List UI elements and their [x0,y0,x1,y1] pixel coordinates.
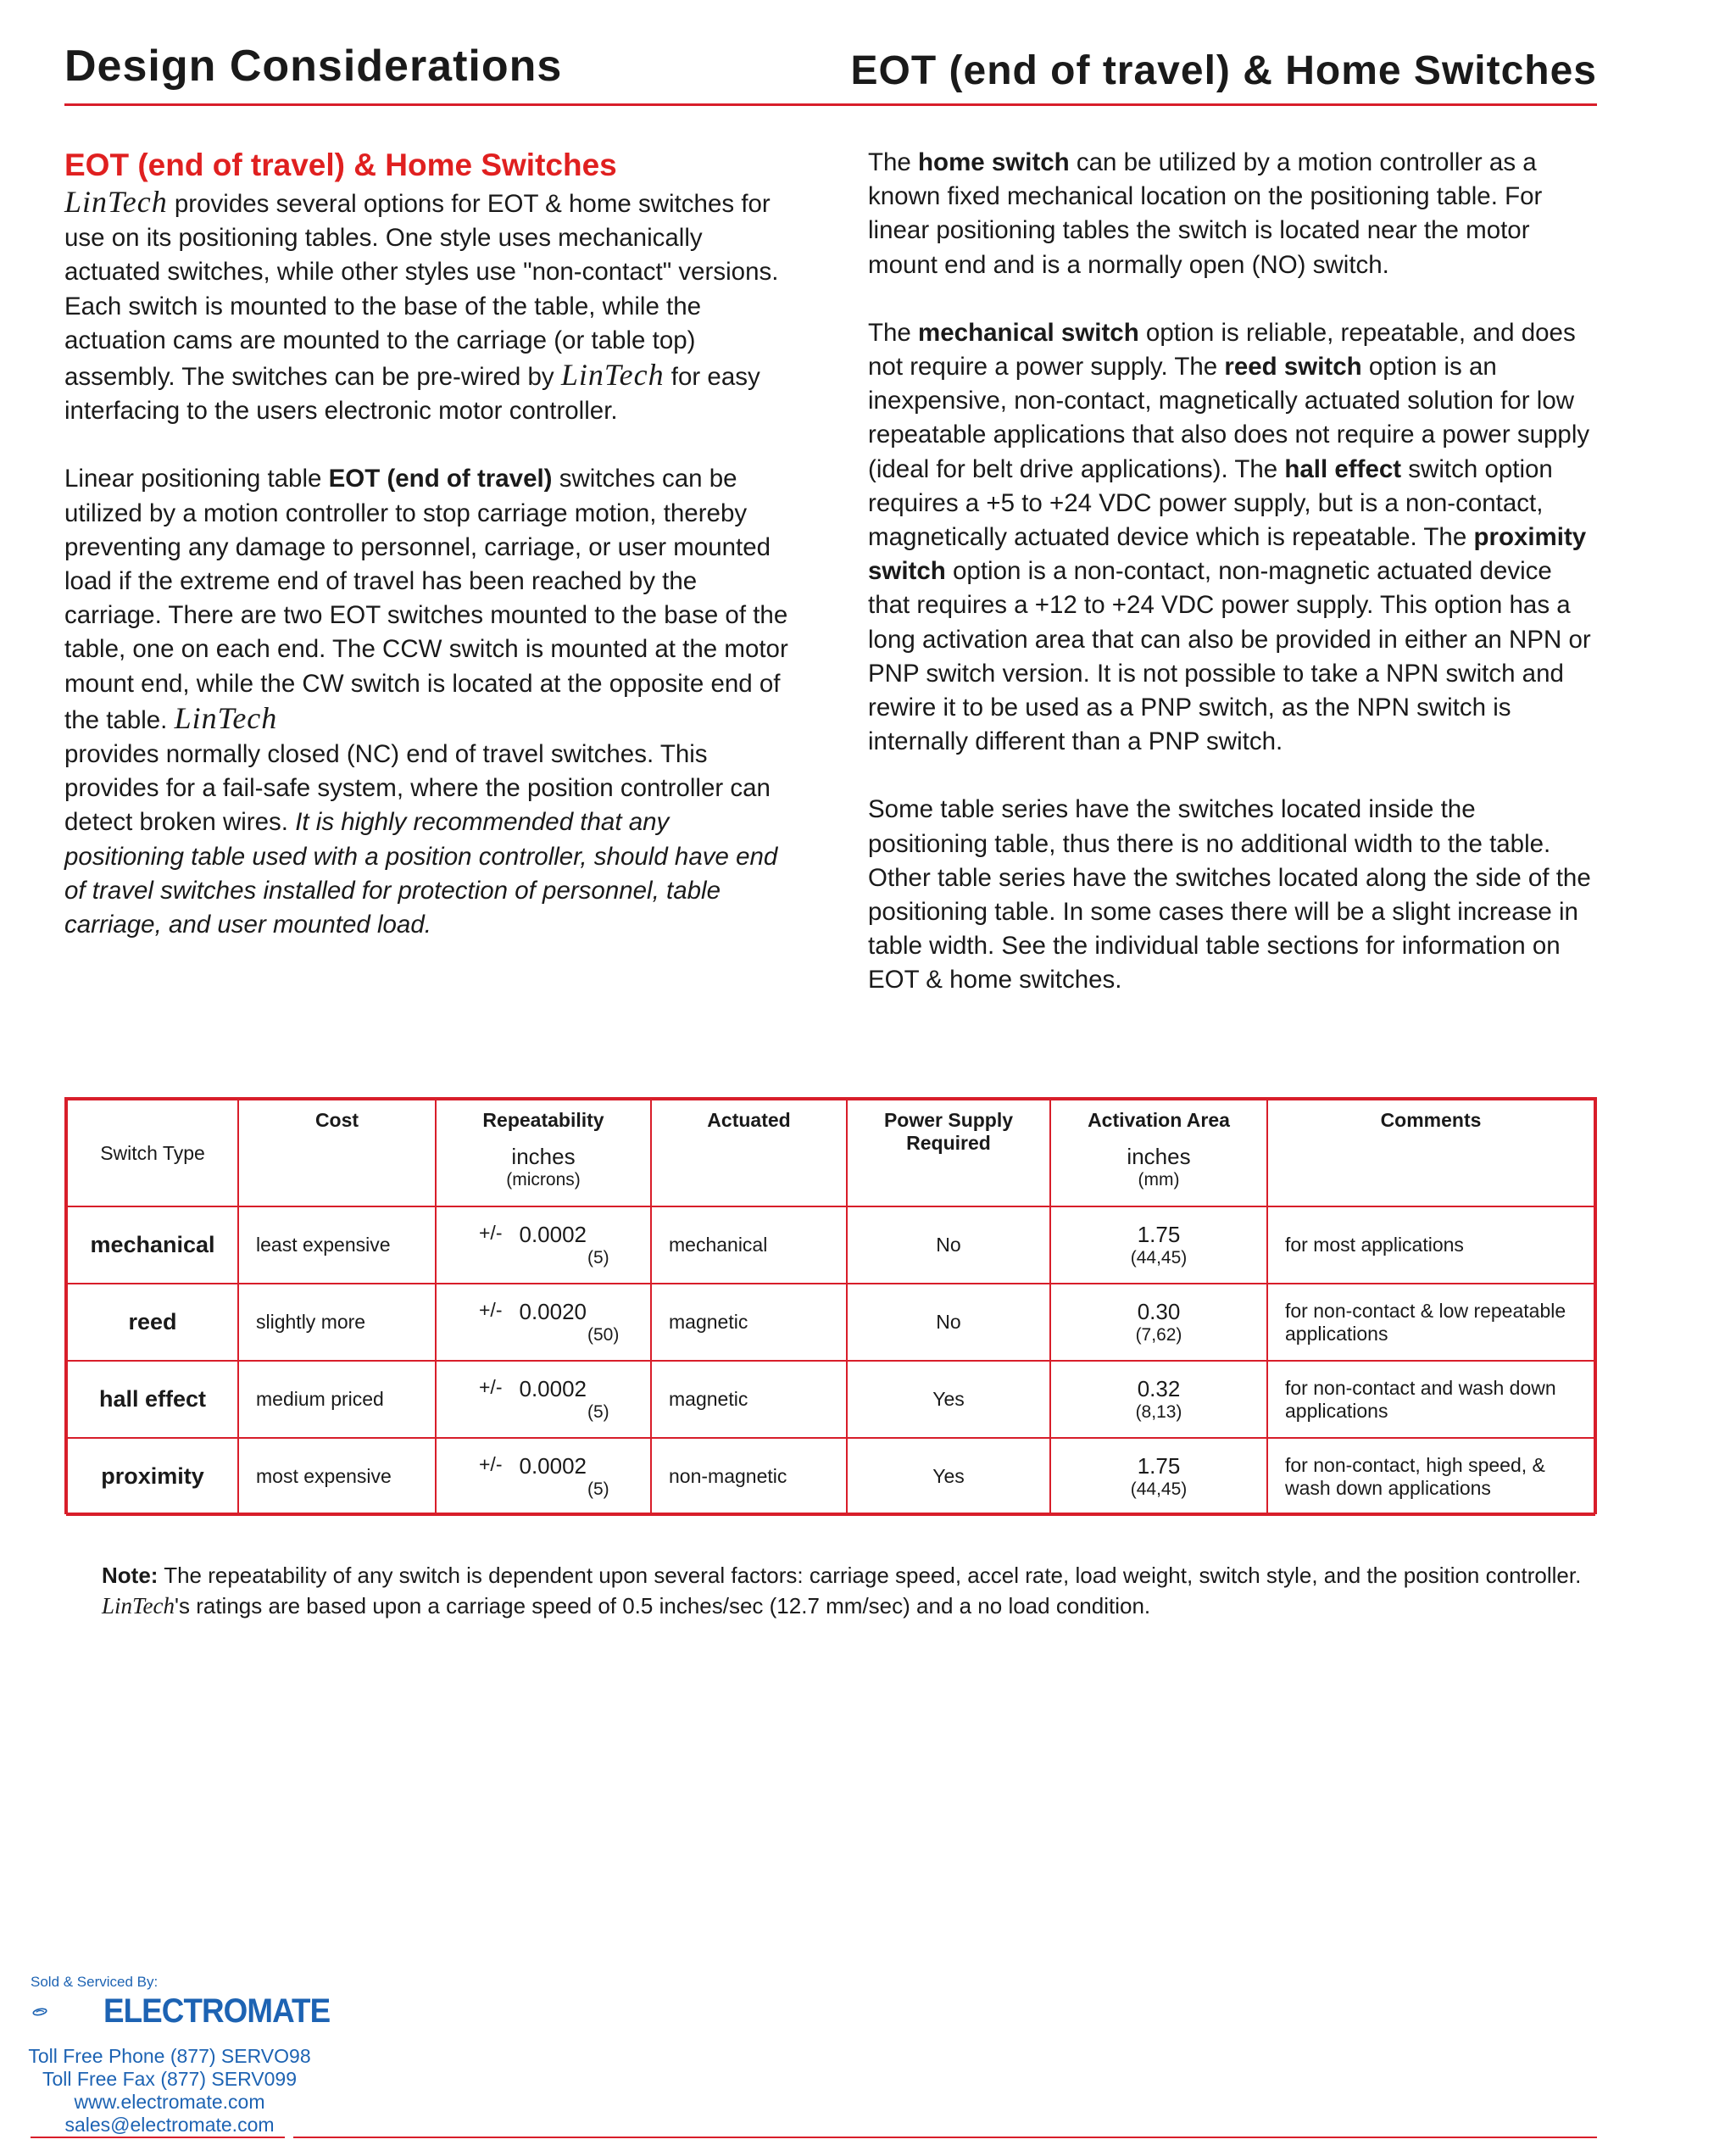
plus-minus: +/- [479,1453,503,1475]
text-span: option is an inexpensive, non-contact, magnetically actuated solution for low repeatable applications that also does not require a power supply (ideal for belt drive applications). The [868,353,1590,483]
table-series-paragraph: Some table series have the switches located inside the positioning table, thus there is no additional width to the table. Other table series have the switches located along the side of the positioning table. In some cases there will be a slight increase in table width. See the individual table sections for information on EOT & home switches. [868,795,1591,994]
table-row [67,1361,1594,1438]
area-value: 0.30 [1137,1299,1181,1324]
note-label: Note: [102,1563,159,1588]
text-span: switch option requires a +5 to +24 VDC power supply, but is a non-contact, magnetically actuated device which is repeatable. The [868,454,1553,552]
brand-name: LinTech [560,358,665,393]
text-span: can be utilized by a motion controller as a known fixed mechanical location on the positioning table. For linear positioning tables the switch is located near the motor mount end and is a normally open (NO) switch. [868,148,1543,279]
power-cell: No [847,1206,1050,1284]
area-cell [1050,1206,1267,1284]
header-actuated: Actuated [651,1100,847,1206]
left-column [64,146,793,976]
repeatability-cell [436,1361,651,1438]
cost-cell: least expensive [238,1206,436,1284]
section-title: EOT (end of travel) & Home Switches [64,148,617,182]
text-span: provides normally closed (NC) end of travel switches. This provides for a fail-safe system, where the position controller can detect broken wires. [64,740,771,837]
bold-term: reed switch [1224,353,1362,382]
text-span: The [868,148,919,176]
note-paragraph [102,1560,1594,1621]
text-span: 's ratings are based upon a carriage speed of 0.5 inches/sec (12.7 mm/sec) and a no load condition. [175,1593,1151,1618]
table-row [67,1206,1594,1284]
switch-type-cell: reed [67,1284,238,1361]
header-switch-type: Switch Type [67,1100,238,1206]
power-cell: No [847,1284,1050,1361]
phone-text: Toll Free Phone (877) SERVO98 [28,2045,311,2067]
actuated-cell: magnetic [651,1361,847,1438]
home-switch-paragraph [868,146,1599,282]
header-unit: inches [1127,1144,1191,1169]
repeatability-value: 0.0002 [519,1222,587,1247]
email-link[interactable]: sales@electromate.com [64,2114,275,2136]
bold-term: hall effect [1284,454,1402,483]
plus-minus: +/- [479,1222,503,1244]
repeatability-value: 0.0002 [519,1376,587,1401]
repeatability-cell [436,1206,651,1284]
actuated-cell: non-magnetic [651,1438,847,1515]
footer-divider [31,2137,285,2138]
intro-paragraph [64,185,793,428]
table-header-row [67,1100,1594,1206]
power-cell: Yes [847,1438,1050,1515]
table-row [67,1438,1594,1515]
comment-cell: for most applications [1267,1206,1594,1284]
bold-term: mechanical switch [918,318,1139,347]
footer-divider [293,2137,1597,2138]
area-mm: (44,45) [1130,1248,1188,1268]
sold-by-label: Sold & Serviced By: [31,1974,159,1990]
repeatability-microns: (5) [587,1248,609,1268]
actuated-cell: magnetic [651,1284,847,1361]
header-divider [64,103,1597,106]
electromate-logo-icon [32,1992,100,2031]
area-mm: (44,45) [1130,1479,1188,1499]
header-label: Activation Area [1088,1109,1230,1131]
area-mm: (8,13) [1135,1402,1182,1422]
right-column [868,146,1599,1032]
header-comments: Comments [1267,1100,1594,1206]
cost-cell: most expensive [238,1438,436,1515]
area-value: 1.75 [1137,1453,1181,1479]
bold-term: proximity switch [868,523,1587,586]
brand-name: LinTech [174,700,278,735]
contact-info [25,2045,314,2137]
bold-term: home switch [918,148,1070,176]
repeatability-value: 0.0020 [519,1299,587,1324]
bold-term: EOT (end of travel) [328,465,553,493]
header-unit-secondary: (mm) [1138,1170,1180,1190]
brand-name: LinTech [64,185,168,219]
area-cell [1050,1361,1267,1438]
text-span: switches can be utilized by a motion controller to stop carriage motion, thereby preventing any damage to personnel, carriage, or user mounted load if the extreme end of travel has been reached by the carriage. There are two EOT switches mounted to the base of the table, one on each end. The CCW switch is mounted at the motor mount end, while the CW switch is located at the opposite end of the table. [64,465,788,734]
comment-cell: for non-contact and wash down applications [1267,1361,1594,1438]
switch-type-cell: hall effect [67,1361,238,1438]
fax-text: Toll Free Fax (877) SERV099 [42,2068,297,2090]
area-cell [1050,1438,1267,1515]
header-repeatability [436,1100,651,1206]
switch-type-cell: mechanical [67,1206,238,1284]
area-value: 0.32 [1137,1376,1181,1401]
repeatability-cell [436,1438,651,1515]
header-unit: inches [511,1144,576,1169]
repeatability-microns: (50) [587,1325,620,1345]
power-cell: Yes [847,1361,1050,1438]
recommendation-text: It is highly recommended that any positioning table used with a position controller, should have end of travel switches installed for protection of personnel, table carriage, and user mounted load. [64,808,778,939]
company-name: ELECTROMATE [103,1992,331,2030]
page-title: Design Considerations [64,42,563,91]
repeatability-microns: (5) [587,1479,609,1499]
header-power-supply: Power Supply Required [847,1100,1050,1206]
repeatability-cell [436,1284,651,1361]
repeatability-value: 0.0002 [519,1453,587,1479]
switch-type-cell: proximity [67,1438,238,1515]
comment-cell: for non-contact, high speed, & wash down applications [1267,1438,1594,1515]
header-unit-secondary: (microns) [506,1170,581,1190]
brand-name: LinTech [102,1593,175,1618]
switch-comparison-table [64,1097,1597,1514]
text-span: option is reliable, repeatable, and does not require a power supply. The [868,318,1576,382]
eot-paragraph [64,462,793,942]
switch-options-paragraph [868,316,1599,760]
text-span: The repeatability of any switch is dependent upon several factors: carriage speed, accel rate, load weight, switch style, and the position controller. [158,1563,1582,1588]
header-label: Repeatability [482,1109,604,1131]
area-value: 1.75 [1137,1222,1181,1247]
text-span: provides several options for EOT & home switches for use on its positioning tables. One style uses mechanically actuated switches, while other styles use "non-contact" versions. Each switch is mounted to the base of the table, while the actuation cams are mounted to the carriage (or table top) assembly. The switches can be pre-wired by [64,190,779,392]
table-row [67,1284,1594,1361]
header-cost: Cost [238,1100,436,1206]
text-span: for easy interfacing to the users electronic motor controller. [64,363,760,426]
plus-minus: +/- [479,1376,503,1398]
text-span: option is a non-contact, non-magnetic actuated device that requires a +12 to +24 VDC power supply. This option has a long activation area that can also be provided in either an NPN or PNP switch version. It is not possible to take a NPN switch and rewire it to be used as a PNP switch, as the NPN switch is internally different than a PNP switch. [868,557,1591,756]
area-mm: (7,62) [1135,1325,1182,1345]
website-link[interactable]: www.electromate.com [74,2091,265,2113]
area-cell [1050,1284,1267,1361]
cost-cell: slightly more [238,1284,436,1361]
comment-cell: for non-contact & low repeatable applications [1267,1284,1594,1361]
text-span: Linear positioning table [64,465,329,493]
page-subtitle: EOT (end of travel) & Home Switches [850,48,1597,93]
actuated-cell: mechanical [651,1206,847,1284]
text-span: The [868,318,919,347]
plus-minus: +/- [479,1299,503,1321]
cost-cell: medium priced [238,1361,436,1438]
header-activation-area [1050,1100,1267,1206]
repeatability-microns: (5) [587,1402,609,1422]
